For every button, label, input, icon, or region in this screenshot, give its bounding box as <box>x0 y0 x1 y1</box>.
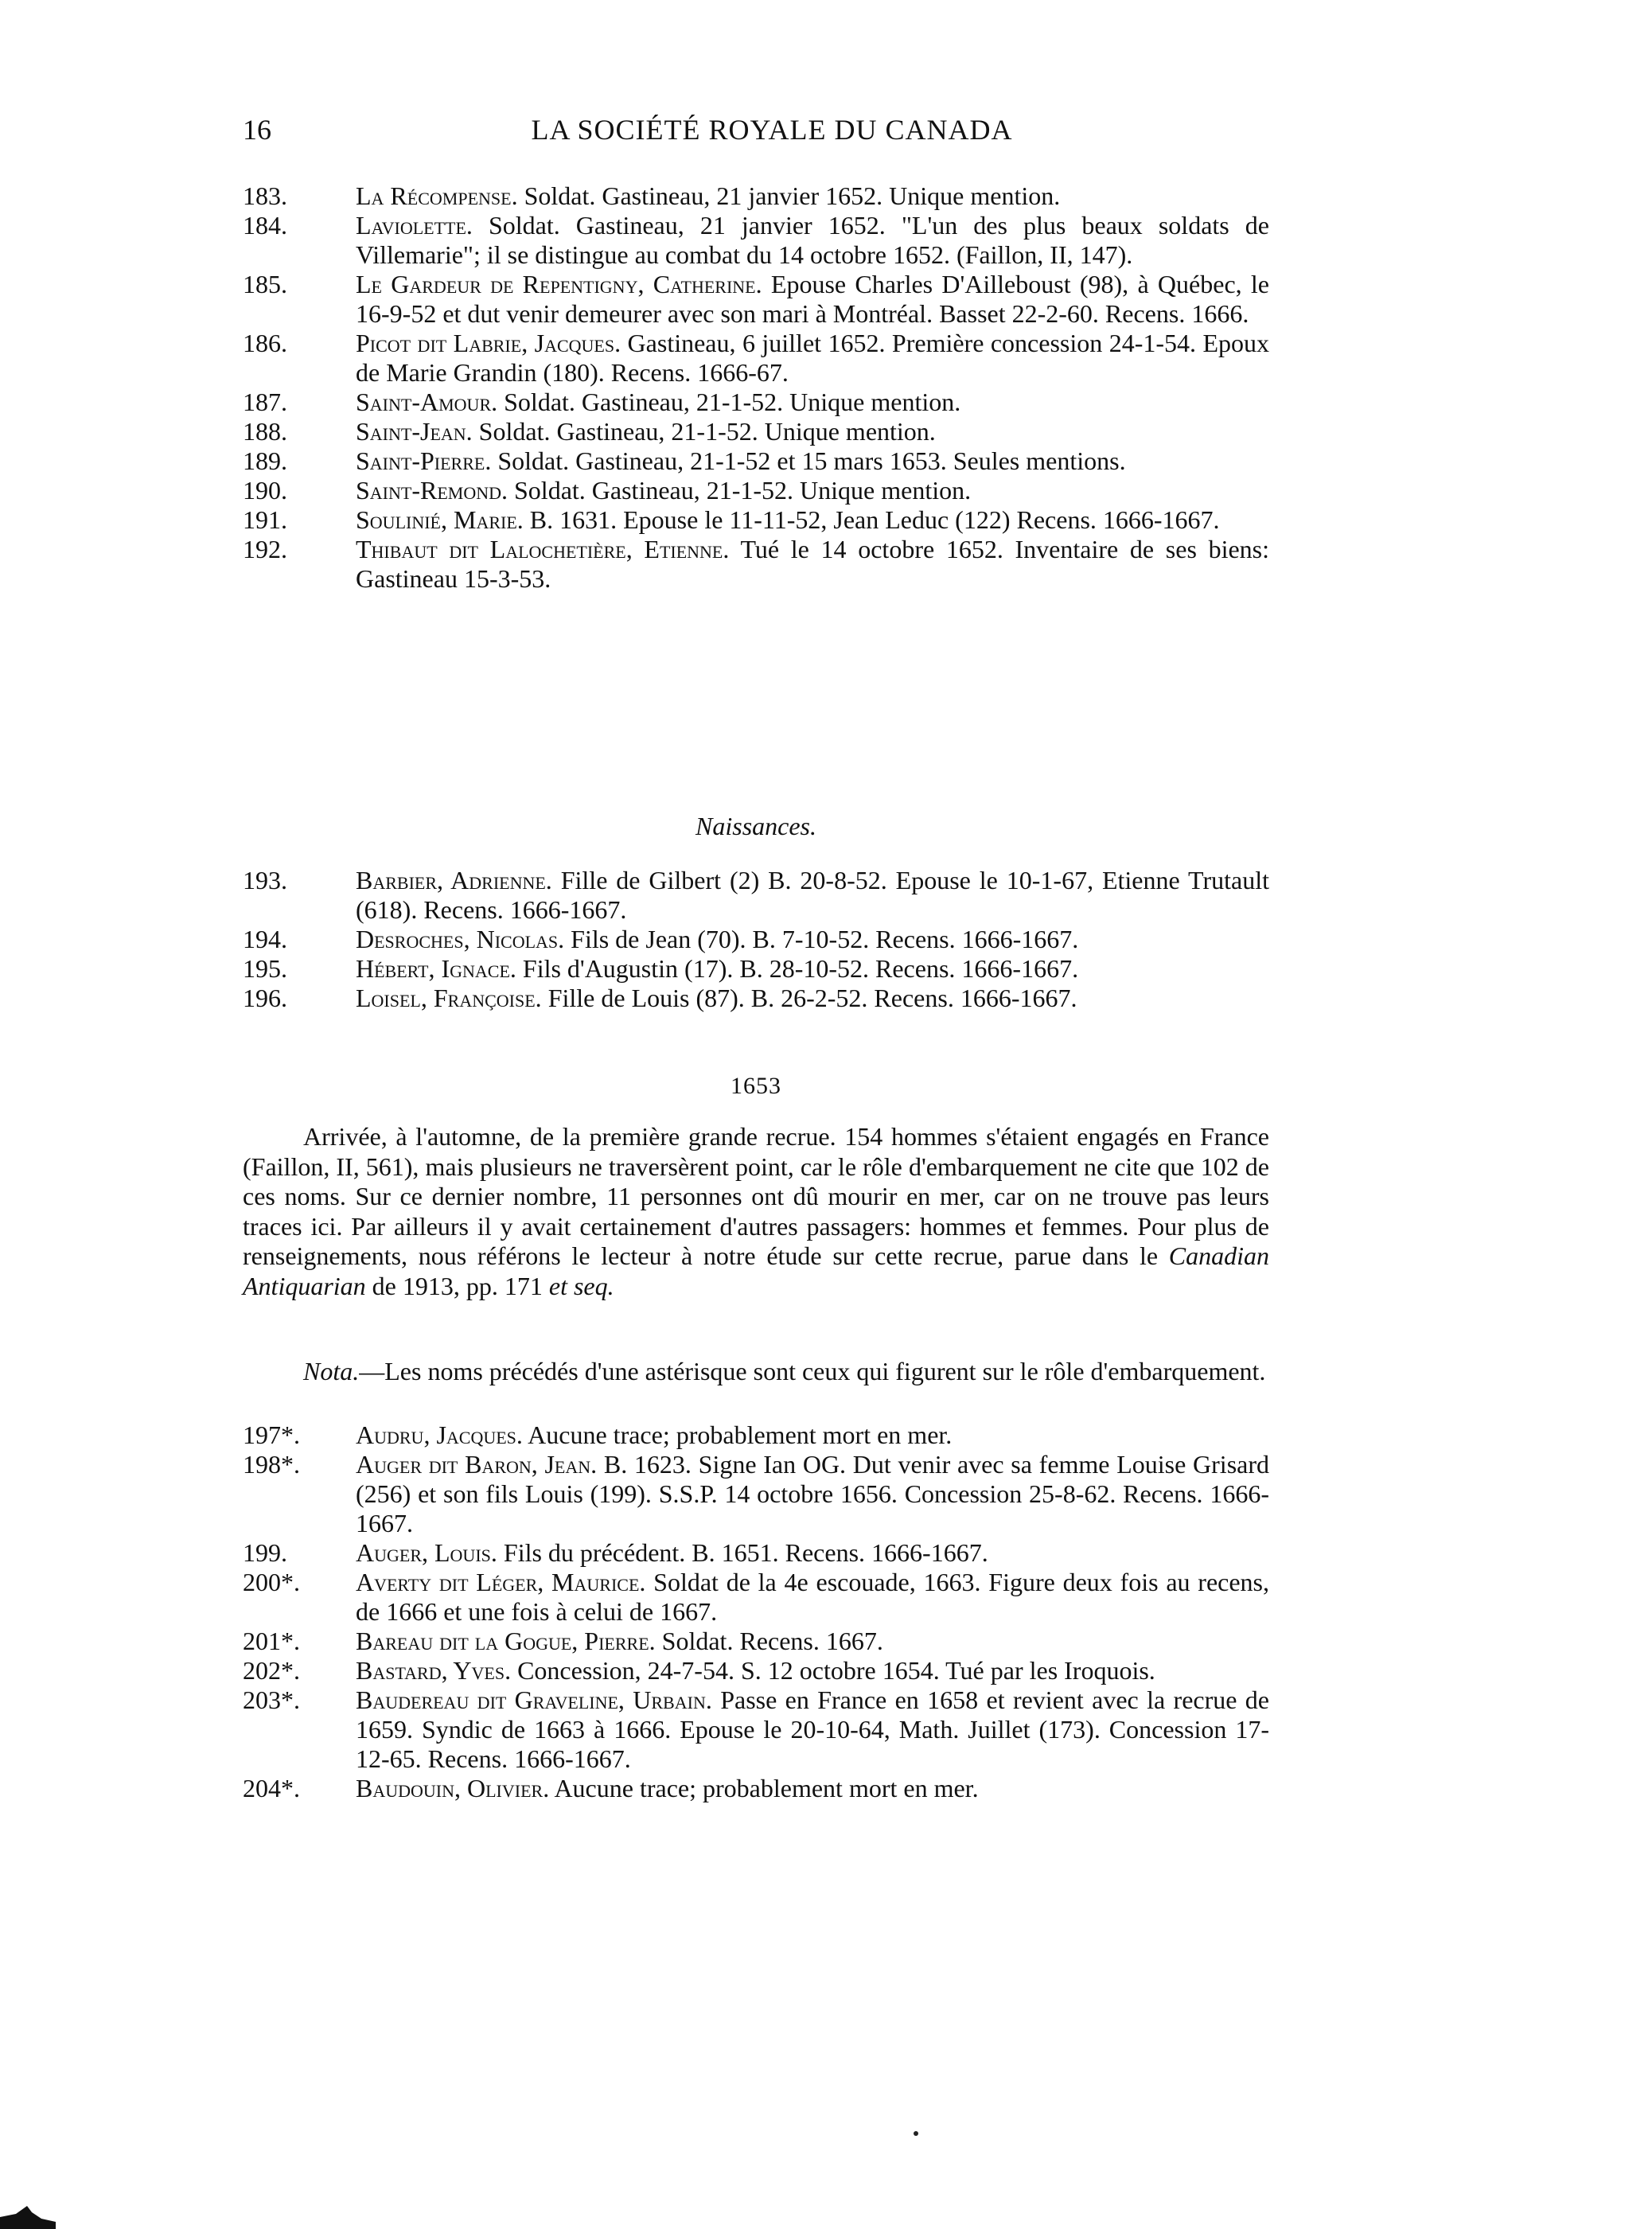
journal-title: Canadian Antiquarian <box>243 1241 1269 1300</box>
entry-body <box>356 505 1269 535</box>
entry-text: Fils de Jean (70). B. 7-10-52. Recens. 1666-1667. <box>564 925 1079 953</box>
entry-number: 201*. <box>243 1627 300 1655</box>
page-header <box>243 113 1269 153</box>
entry-name: Baudereau dit Graveline, Urbain. <box>356 1685 712 1714</box>
entry-number: 193. <box>243 866 287 894</box>
entry-text: Soldat de la 4e escouade, 1663. Figure deux fois au recens, de 1666 et une fois à celui de 1667. <box>356 1568 1270 1626</box>
list-item <box>243 417 1269 446</box>
entry-name: Le Gardeur de Repentigny, Catherine. <box>356 270 762 298</box>
et-seq: et seq. <box>548 1271 614 1300</box>
entry-number: 191. <box>243 505 287 534</box>
entry-number: 183. <box>243 181 287 210</box>
entry-name: Saint-Remond. <box>356 476 508 505</box>
list-item <box>243 1568 1269 1627</box>
list-item <box>243 984 1269 1013</box>
entry-name: Soulinié, Marie. <box>356 505 524 534</box>
entry-text: Soldat. Gastineau, 21 janvier 1652. "L'un des plus beaux soldats de Villemarie"; il se distingue au combat du 14 octobre 1652. (Faillon, II, 147). <box>356 211 1269 269</box>
entry-text: B. 1623. Signe Ian OG. Dut venir avec sa femme Louise Grisard (256) et son fils Louis (199). S.S.P. 14 octobre 1656. Concession 25-8-62. Recens. 1666-1667. <box>356 1450 1270 1537</box>
list-item <box>243 925 1269 954</box>
list-item <box>243 1774 1269 1803</box>
entry-body <box>356 211 1269 270</box>
entry-name: Desroches, Nicolas. <box>356 925 565 953</box>
entry-number: 202*. <box>243 1656 300 1685</box>
nota-text: —Les noms précédés d'une astérisque sont ceux qui figurent sur le rôle d'embarquement. <box>359 1357 1266 1385</box>
list-item <box>243 270 1269 329</box>
entry-name: Picot dit Labrie, Jacques. <box>356 329 621 357</box>
entry-body <box>356 181 1269 211</box>
entry-number: 199. <box>243 1538 287 1567</box>
entry-text: B. 1631. Epouse le 11-11-52, Jean Leduc (122) Recens. 1666-1667. <box>523 505 1220 534</box>
entry-body <box>356 446 1269 476</box>
entry-body <box>356 1685 1269 1774</box>
list-item <box>243 535 1269 594</box>
entry-text: Aucune trace; probablement mort en mer. <box>522 1420 953 1449</box>
entries-1653 <box>243 1420 1269 1803</box>
entry-name: La Récompense. <box>356 181 518 210</box>
list-item <box>243 1627 1269 1656</box>
entries-1652 <box>243 181 1269 594</box>
entry-name: Baudouin, Olivier. <box>356 1774 550 1802</box>
entry-name: Bareau dit la Gogue, Pierre. <box>356 1627 656 1655</box>
entry-number: 200*. <box>243 1568 300 1596</box>
entry-number: 187. <box>243 388 287 416</box>
entry-name: Loisel, Françoise. <box>356 984 542 1012</box>
entry-text: Passe en France en 1658 et revient avec la recrue de 1659. Syndic de 1663 à 1666. Epouse le 20-10-64, Math. Juillet (173). Concession 17-12-65. Recens. 1666-1667. <box>356 1685 1270 1773</box>
entry-number: 190. <box>243 476 287 505</box>
list-item <box>243 1685 1269 1774</box>
entry-body <box>356 329 1269 388</box>
entry-number: 184. <box>243 211 287 240</box>
entry-number: 188. <box>243 417 287 446</box>
entry-text: Epouse Charles D'Ailleboust (98), à Québec, le 16-9-52 et dut venir demeurer avec son mari à Montréal. Basset 22-2-60. Recens. 1666. <box>356 270 1270 328</box>
list-item <box>243 388 1269 417</box>
list-item <box>243 1656 1269 1685</box>
page-number: 16 <box>243 114 271 146</box>
year-heading: 1653 <box>731 1073 781 1099</box>
list-item <box>243 1538 1269 1568</box>
entry-body <box>356 1774 1269 1803</box>
entry-text: Concession, 24-7-54. S. 12 octobre 1654. Tué par les Iroquois. <box>511 1656 1155 1685</box>
entry-text: Soldat. Gastineau, 21-1-52 et 15 mars 1653. Seules mentions. <box>491 446 1126 475</box>
scan-artifact-mark <box>0 2203 56 2229</box>
entry-body <box>356 476 1269 505</box>
entry-name: Saint-Jean. <box>356 417 473 446</box>
entry-body <box>356 954 1269 984</box>
entry-body <box>356 984 1269 1013</box>
entry-number: 197*. <box>243 1420 300 1449</box>
list-item <box>243 1450 1269 1538</box>
entry-text: Gastineau, 6 juillet 1652. Première concession 24-1-54. Epoux de Marie Grandin (180). Recens. 1666-67. <box>356 329 1269 387</box>
entry-text: Soldat. Recens. 1667. <box>655 1627 883 1655</box>
entry-text: Fils du précédent. B. 1651. Recens. 1666-1667. <box>497 1538 988 1567</box>
entry-number: 189. <box>243 446 287 475</box>
entry-text: Aucune trace; probablement mort en mer. <box>549 1774 979 1802</box>
entry-text: Soldat. Gastineau, 21-1-52. Unique mention. <box>472 417 936 446</box>
list-item <box>243 954 1269 984</box>
entries-naissances <box>243 866 1269 1013</box>
entry-body <box>356 270 1269 329</box>
entry-body <box>356 1627 1269 1656</box>
entry-number: 192. <box>243 535 287 563</box>
entry-number: 186. <box>243 329 287 357</box>
naissances-heading: Naissances. <box>695 812 816 840</box>
list-item <box>243 181 1269 211</box>
entry-number: 203*. <box>243 1685 300 1714</box>
entry-name: Saint-Amour. <box>356 388 498 416</box>
entry-text: Soldat. Gastineau, 21-1-52. Unique mention. <box>508 476 972 505</box>
list-item <box>243 329 1269 388</box>
list-item <box>243 476 1269 505</box>
paragraph-arrivee <box>243 1122 1269 1301</box>
list-item <box>243 446 1269 476</box>
ink-dot <box>914 2131 918 2136</box>
entry-text: Fille de Louis (87). B. 26-2-52. Recens. 1666-1667. <box>541 984 1077 1012</box>
list-item <box>243 211 1269 270</box>
entry-number: 196. <box>243 984 287 1012</box>
entry-name: Auger dit Baron, Jean. <box>356 1450 598 1479</box>
entry-text: Soldat. Gastineau, 21-1-52. Unique mention. <box>497 388 961 416</box>
entry-body <box>356 388 1269 417</box>
paragraph-text: Arrivée, à l'automne, de la première grande recrue. 154 hommes s'étaient engagés en France (Faillon, II, 561), mais plusieurs ne traversèrent point, car le rôle d'embarquement ne cite que 102 de ces noms. Sur ce dernier nombre, 11 personnes ont dû mourir en mer, car on ne trouve pas leurs traces ici. Par ailleurs il y avait certainement d'autres passagers: hommes et femmes. Pour plus de renseignements, nous référons le lecteur à notre étude sur cette recrue, parue dans le <box>243 1122 1269 1270</box>
entry-number: 185. <box>243 270 287 298</box>
entry-body <box>356 535 1269 594</box>
list-item <box>243 866 1269 925</box>
entry-text: Tué le 14 octobre 1652. Inventaire de ses biens: Gastineau 15-3-53. <box>356 535 1270 593</box>
entry-name: Bastard, Yves. <box>356 1656 512 1685</box>
entry-text: Fils d'Augustin (17). B. 28-10-52. Recens. 1666-1667. <box>516 954 1079 983</box>
entry-name: Saint-Pierre. <box>356 446 492 475</box>
entry-name: Audru, Jacques. <box>356 1420 523 1449</box>
entry-name: Laviolette. <box>356 211 473 240</box>
entry-name: Barbier, Adrienne. <box>356 866 552 894</box>
entry-body <box>356 866 1269 925</box>
paragraph-nota <box>243 1357 1269 1387</box>
entry-body <box>356 925 1269 954</box>
entry-body <box>356 1420 1269 1450</box>
entry-name: Averty dit Léger, Maurice. <box>356 1568 646 1596</box>
running-head: LA SOCIÉTÉ ROYALE DU CANADA <box>531 114 1013 146</box>
entry-body <box>356 1656 1269 1685</box>
list-item <box>243 505 1269 535</box>
list-item <box>243 1420 1269 1450</box>
entry-number: 195. <box>243 954 287 983</box>
entry-name: Thibaut dit Lalochetière, Etienne. <box>356 535 730 563</box>
entry-body <box>356 1538 1269 1568</box>
entry-text: Fille de Gilbert (2) B. 20-8-52. Epouse le 10-1-67, Etienne Trutault (618). Recens. 1666-1667. <box>356 866 1269 924</box>
nota-label: Nota. <box>303 1357 360 1385</box>
entry-number: 194. <box>243 925 287 953</box>
entry-name: Hébert, Ignace. <box>356 954 516 983</box>
entry-body <box>356 417 1269 446</box>
entry-body <box>356 1450 1269 1538</box>
entry-text: Soldat. Gastineau, 21 janvier 1652. Unique mention. <box>517 181 1061 210</box>
paragraph-text-2: de 1913, pp. 171 <box>365 1271 549 1300</box>
entry-number: 198*. <box>243 1450 300 1479</box>
entry-name: Auger, Louis. <box>356 1538 497 1567</box>
entry-number: 204*. <box>243 1774 300 1802</box>
entry-body <box>356 1568 1269 1627</box>
